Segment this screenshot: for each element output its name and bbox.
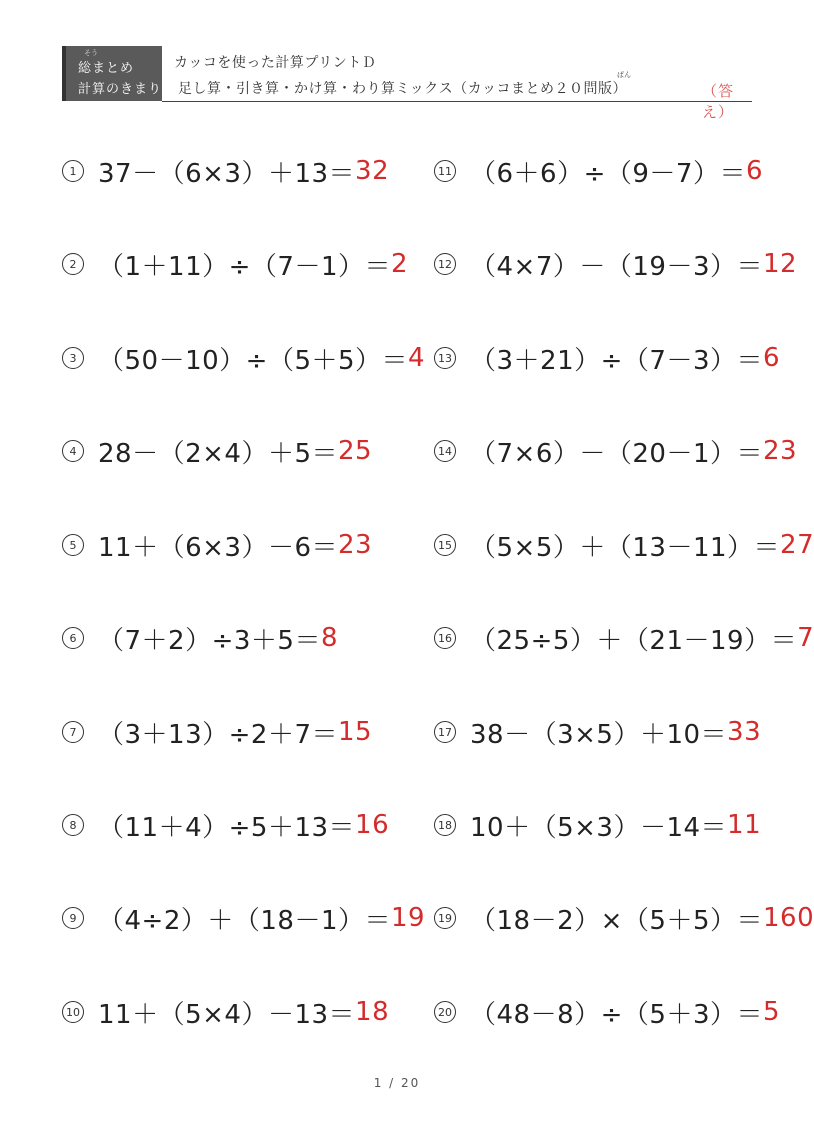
problem-answer: 4 (408, 343, 426, 373)
problem-row (62, 525, 372, 565)
problem-answer: 18 (355, 997, 390, 1027)
problem-expression: （50－10）÷（5＋5）＝ (98, 345, 409, 376)
problem-answer: 6 (763, 343, 781, 373)
problem-number: 5 (62, 534, 84, 556)
problem-number: 3 (62, 347, 84, 369)
problem-answer: 12 (763, 249, 798, 279)
problem-number: 18 (434, 814, 456, 836)
problem-expression: （3＋21）÷（7－3）＝ (470, 345, 763, 376)
problem-row (62, 618, 338, 658)
ban-ruby: ばん (617, 71, 631, 79)
problem-number: 19 (434, 907, 456, 929)
page-title: カッコを使った計算プリントＤ (174, 55, 377, 71)
problem-number: 2 (62, 253, 84, 275)
problem-number: 7 (62, 721, 84, 743)
badge-line-2: 計算のきまり (78, 82, 163, 97)
problem-expression: 10＋（5×3）－14＝ (470, 812, 728, 843)
problem-row (434, 805, 761, 845)
problem-row (434, 525, 814, 565)
problem-answer: 2 (391, 249, 409, 279)
problem-row (62, 338, 425, 378)
problem-answer: 7 (797, 623, 814, 653)
page-subtitle: 足し算・引き算・かけ算・わり算ミックス（カッコまとめ２０問版） (178, 81, 627, 97)
badge-ruby: そう (84, 49, 98, 57)
problem-expression: （25÷5）＋（21－19）＝ (470, 625, 798, 656)
problem-row (434, 618, 814, 658)
page-number: 1 / 20 (373, 1076, 421, 1090)
problem-row (434, 431, 797, 471)
problem-number: 13 (434, 347, 456, 369)
problem-expression: 11＋（6×3）－6＝ (98, 532, 338, 563)
problem-number: 16 (434, 627, 456, 649)
problem-number: 12 (434, 253, 456, 275)
problem-expression: （18－2）×（5＋5）＝ (470, 905, 763, 936)
problem-number: 6 (62, 627, 84, 649)
problem-expression: 38－（3×5）＋10＝ (470, 719, 728, 750)
problem-answer: 8 (320, 623, 339, 653)
problem-row (434, 992, 780, 1032)
problem-number: 9 (62, 907, 84, 929)
problem-answer: 15 (338, 717, 373, 747)
problem-expression: （1＋11）÷（7－1）＝ (98, 251, 391, 282)
problem-answer: 5 (763, 997, 781, 1027)
header-divider (162, 101, 752, 102)
problem-expression: （3＋13）÷2＋7＝ (98, 719, 338, 750)
problem-answer: 32 (355, 156, 390, 186)
problem-number: 8 (62, 814, 84, 836)
problem-row (62, 992, 389, 1032)
problem-row (434, 898, 814, 938)
problem-expression: 28－（2×4）＋5＝ (98, 438, 338, 469)
problem-row (434, 338, 780, 378)
problem-answer: 27 (780, 530, 814, 560)
problem-expression: 37－（6×3）＋13＝ (98, 158, 356, 189)
answer-key-label: （答え） (702, 82, 735, 121)
problem-number: 11 (434, 160, 456, 182)
problem-answer: 19 (391, 903, 426, 933)
problem-row (62, 431, 372, 471)
problem-number: 17 (434, 721, 456, 743)
problem-number: 15 (434, 534, 456, 556)
problem-expression: （4÷2）＋（18－1）＝ (98, 905, 391, 936)
problem-row (434, 712, 761, 752)
problem-expression: （4×7）－（19－3）＝ (470, 251, 763, 282)
category-badge (62, 46, 162, 101)
problem-number: 20 (434, 1001, 456, 1023)
problem-expression: （48－8）÷（5＋3）＝ (470, 999, 763, 1030)
problem-expression: 11＋（5×4）－13＝ (98, 999, 356, 1030)
problem-answer: 33 (727, 717, 762, 747)
problem-answer: 23 (763, 436, 798, 466)
problem-answer: 6 (745, 156, 764, 186)
problem-row (62, 151, 389, 191)
problem-number: 4 (62, 440, 84, 462)
problem-row (62, 898, 425, 938)
problem-expression: （5×5）＋（13－11）＝ (470, 532, 781, 563)
problem-answer: 25 (338, 436, 373, 466)
problem-expression: （7＋2）÷3＋5＝ (98, 625, 321, 656)
problem-answer: 23 (338, 530, 373, 560)
problem-number: 10 (62, 1001, 84, 1023)
problem-answer: 160 (763, 903, 814, 933)
problem-number: 14 (434, 440, 456, 462)
problem-expression: （7×6）－（20－1）＝ (470, 438, 763, 469)
problem-row (62, 712, 372, 752)
problem-expression: （11＋4）÷5＋13＝ (98, 812, 356, 843)
problem-row (434, 244, 797, 284)
worksheet-header (62, 46, 752, 121)
problem-number: 1 (62, 160, 84, 182)
problem-row (62, 244, 408, 284)
problem-row (434, 151, 763, 191)
problem-answer: 16 (355, 810, 390, 840)
badge-line-1: 総まとめ (78, 61, 135, 76)
problem-row (62, 805, 389, 845)
problem-answer: 11 (727, 810, 762, 840)
problem-expression: （6＋6）÷（9－7）＝ (470, 158, 746, 189)
